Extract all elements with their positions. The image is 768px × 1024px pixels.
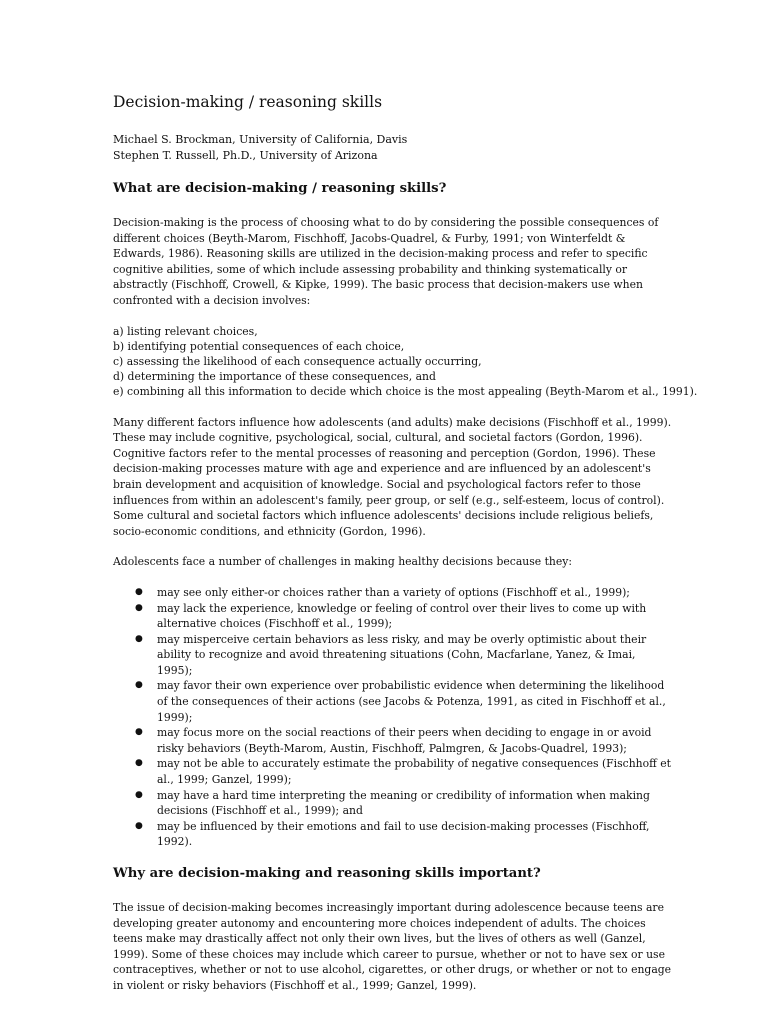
list-item-text: may see only either-or choices rather than a variety of options (Fischhoff et al., 1999); xyxy=(157,585,630,599)
list-item-text: may misperceive certain behaviors as less risky, and may be overly optimistic about their ability to recognize and avoid threatening situations (Cohn, Macfarlane, Yanez, & Imai, 1995); xyxy=(157,632,647,677)
bullet-icon: ● xyxy=(135,680,143,691)
bullet-icon: ● xyxy=(135,758,143,769)
list-item xyxy=(113,788,673,819)
bullet-icon: ● xyxy=(135,789,143,800)
paragraph-importance: The issue of decision-making becomes increasingly important during adolescence because teens are developing greater autonomy and encountering more choices independent of adults. The choices teens make may drastically affect not only their own lives, but the lives of others as well (Ganzel, 1999). Some of these choices may include which career to pursue, whether or not to have sex or use contraceptives, whether or not to use alcohol, cigarettes, or other drugs, or whether or not to engage in violent or risky behaviors (Fischhoff et al., 1999; Ganzel, 1999). xyxy=(113,901,672,992)
list-item-text: may lack the experience, knowledge or feeling of control over their lives to come up with alternative choices (Fischhoff et al., 1999); xyxy=(157,601,647,631)
bullet-icon: ● xyxy=(135,820,143,831)
list-item xyxy=(113,678,673,725)
list-item-text: may have a hard time interpreting the meaning or credibility of information when making decisions (Fischhoff et al., 1999); and xyxy=(157,788,650,818)
list-item-text: may be influenced by their emotions and fail to use decision-making processes (Fischhoff, 1992). xyxy=(157,819,650,849)
list-item-text: may focus more on the social reactions of their peers when deciding to engage in or avoid risky behaviors (Beyth-Marom, Austin, Fischhoff, Palmgren, & Jacobs-Quadrel, 1993); xyxy=(157,726,652,755)
paragraph-factors: Many different factors influence how adolescents (and adults) make decisions (Fischhoff et al., 1999). These may include cognitive, psychological, social, cultural, and societal factors (Gordon, 1996). Cognitive factors refer to the mental processes of reasoning and perception (Gordon, 1996). These decision-making processes mature with age and experience and are influenced by an adolescent's brain development and acquisition of knowledge. Social and psychological factors refer to those influences from within an adolescent's family, peer group, or self (e.g., self-esteem, locus of control). Some cultural and societal factors which influence adolescents' decisions include religious beliefs, socio-economic conditions, and ethnicity (Gordon, 1996). xyxy=(113,415,672,538)
decision-step: e) combining all this information to decide which choice is the most appealing (Beyth-Marom et al., 1991). xyxy=(113,385,698,399)
section-heading-what: What are decision-making / reasoning skills? xyxy=(113,181,447,196)
paragraph-challenges-intro: Adolescents face a number of challenges in making healthy decisions because they: xyxy=(113,555,572,569)
bullet-icon: ● xyxy=(135,602,143,613)
list-item-text: may favor their own experience over probabilistic evidence when determining the likelihood of the consequences of their actions (see Jacobs & Potenza, 1991, as cited in Fischhoff et al., 1999); xyxy=(157,679,666,724)
author-list xyxy=(113,132,673,163)
challenges-list xyxy=(113,585,673,850)
author-2: Stephen T. Russell, Ph.D., University of Arizona xyxy=(113,148,378,162)
decision-step: c) assessing the likelihood of each consequence actually occurring, xyxy=(113,354,482,368)
list-item xyxy=(113,725,673,756)
decision-step: d) determining the importance of these consequences, and xyxy=(113,370,436,384)
section-heading-why: Why are decision-making and reasoning skills important? xyxy=(113,866,541,882)
document-page xyxy=(113,92,698,1009)
bullet-icon: ● xyxy=(135,727,143,738)
list-item xyxy=(113,756,673,787)
decision-steps-list xyxy=(113,324,698,400)
paragraph-definition: Decision-making is the process of choosing what to do by considering the possible consequences of different choices (Beyth-Marom, Fischhoff, Jacobs-Quadrel, & Furby, 1991; von Winterfeldt & Edwards, 1986). Reasoning skills are utilized in the decision-making process and refer to specific cognitive abilities, some of which include assessing probability and thinking systematically or abstractly (Fischhoff, Crowell, & Kipke, 1999). The basic process that decision-makers use when confronted with a decision involves: xyxy=(113,216,659,307)
list-item xyxy=(113,632,673,679)
bullet-icon: ● xyxy=(135,586,143,597)
list-item-text: may not be able to accurately estimate the probability of negative consequences (Fischhoff et al., 1999; Ganzel, 1999); xyxy=(157,757,671,787)
author-1: Michael S. Brockman, University of California, Davis xyxy=(113,133,408,146)
decision-step: a) listing relevant choices, xyxy=(113,324,258,338)
list-item xyxy=(113,601,673,632)
decision-step: b) identifying potential consequences of each choice, xyxy=(113,339,405,353)
bullet-icon: ● xyxy=(135,633,143,644)
document-title: Decision-making / reasoning skills xyxy=(113,93,383,111)
list-item xyxy=(113,585,673,601)
list-item xyxy=(113,819,673,850)
